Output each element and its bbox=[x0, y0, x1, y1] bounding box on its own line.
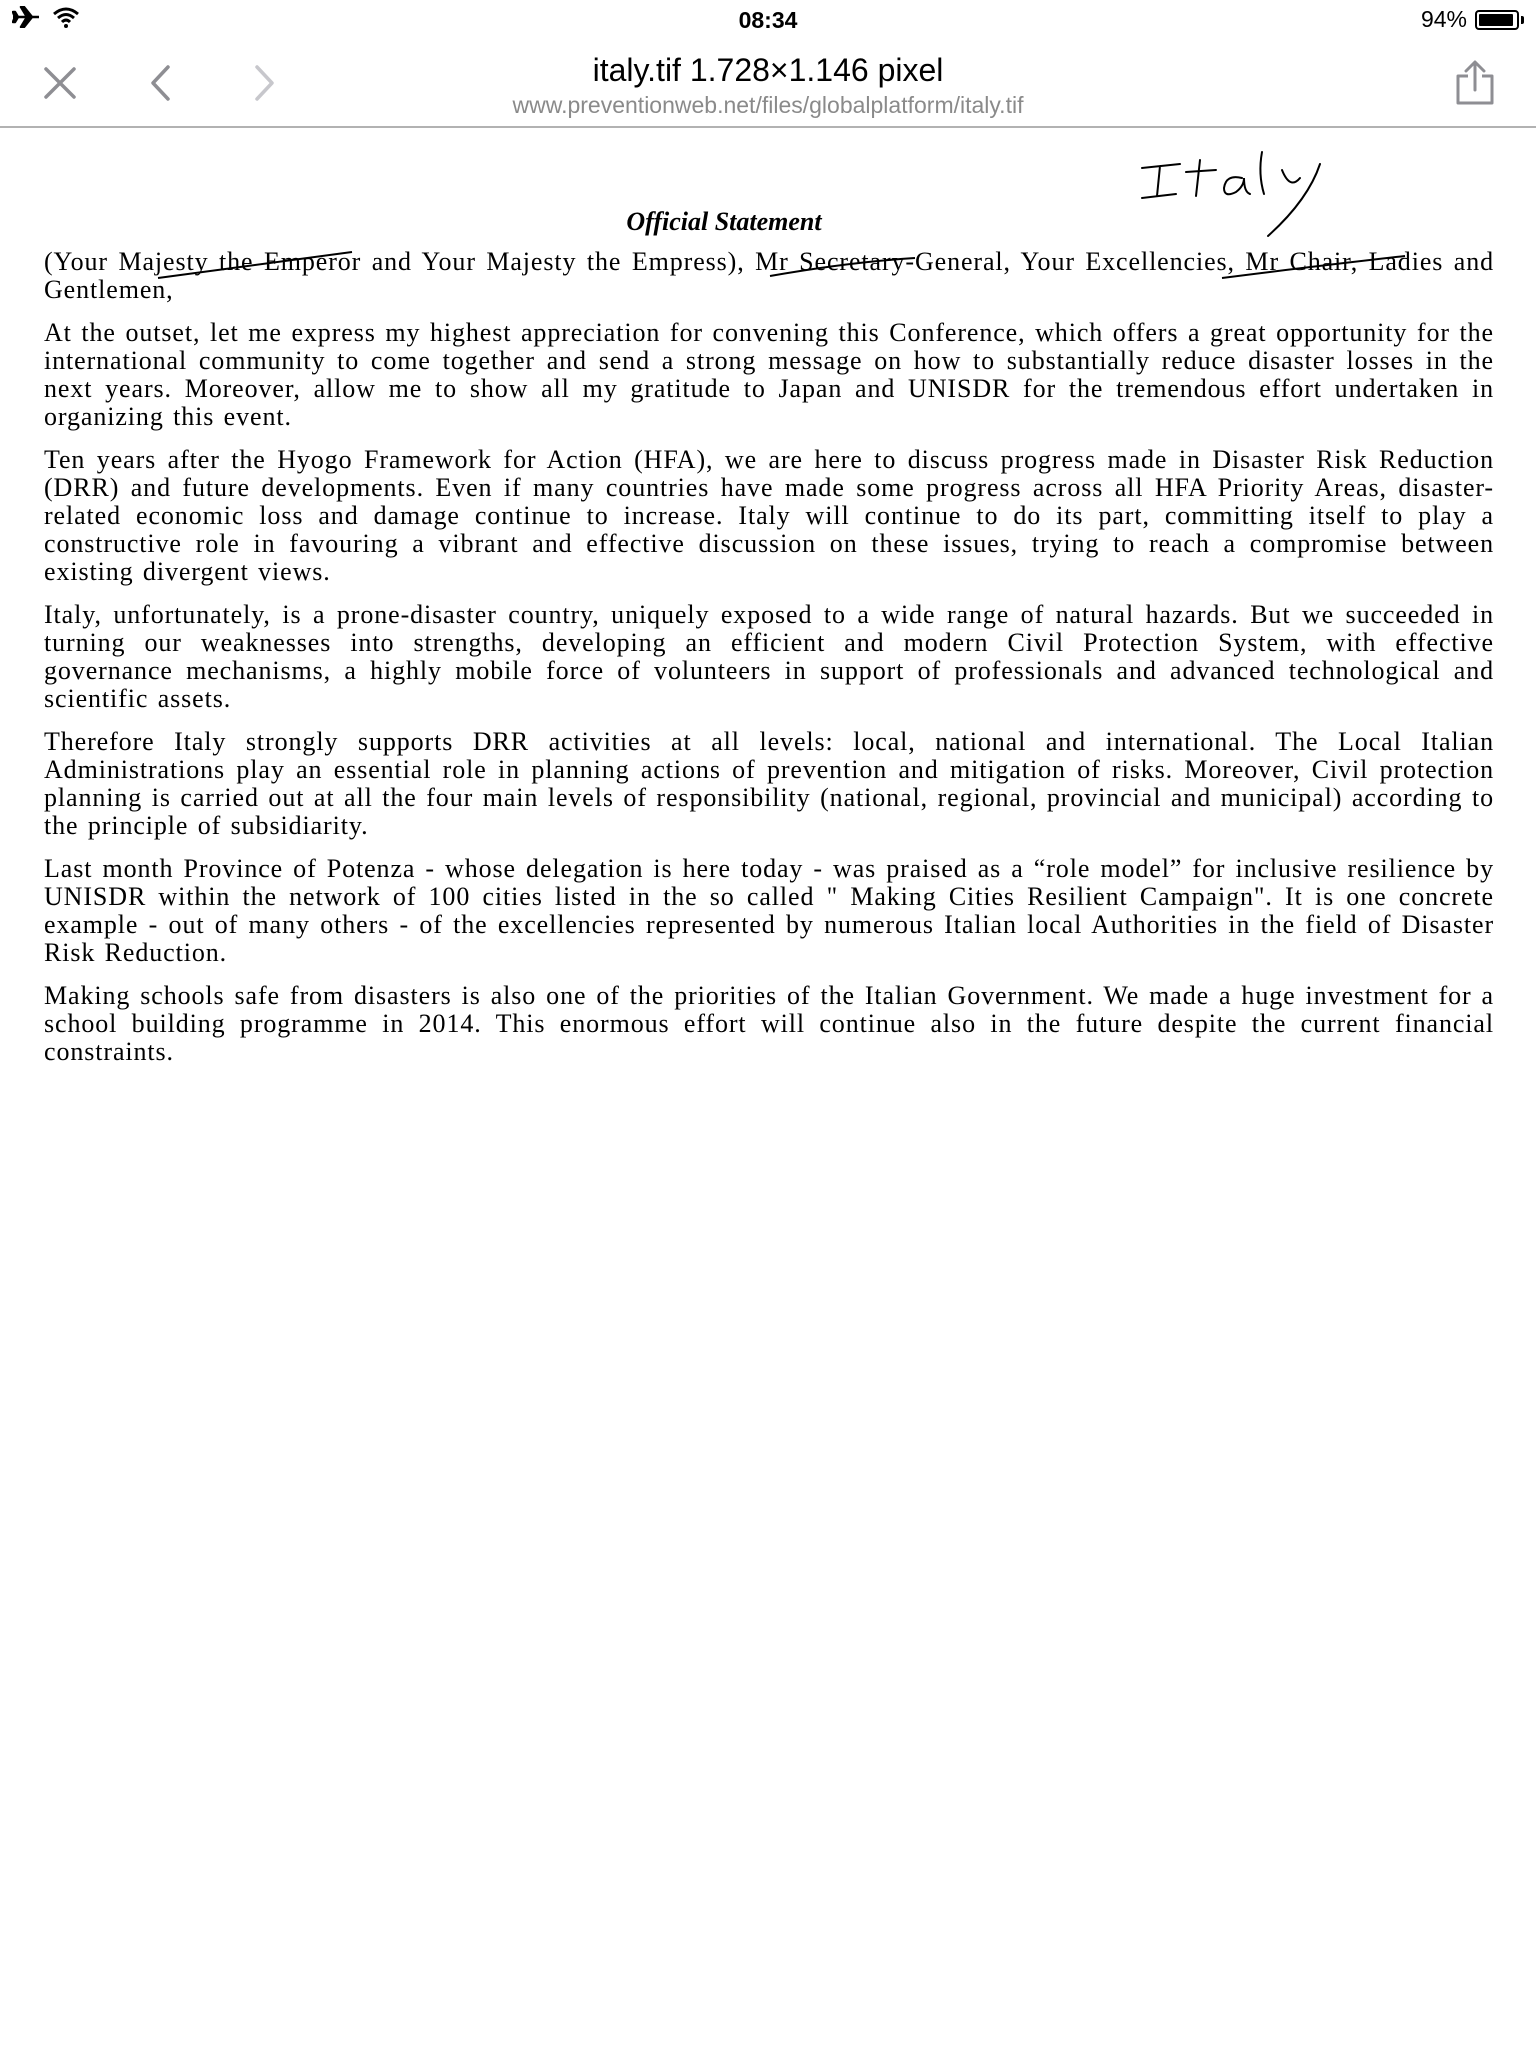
paragraph-drr-levels: Therefore Italy strongly supports DRR activities at all levels: local, national and international. The Local Italian Administrations play an essential role in planning actions of prevention and mitigation of risks. Moreover, Civil protection planning is carried out at all the four main levels of responsibility (national, regional, provincial and municipal) according to the principle of subsidiarity. bbox=[44, 727, 1494, 840]
paragraph-hyogo-framework: Ten years after the Hyogo Framework for Action (HFA), we are here to discuss progress made in Disaster Risk Reduction (DRR) and future developments. Even if many countries have made some progress across all HFA Priority Areas, disaster-related economic loss and damage continue to increase. Italy will continue to do its part, committing itself to play a constructive role in favouring a vibrant and effective discussion on these issues, trying to reach a compromise between existing divergent views. bbox=[44, 445, 1494, 586]
battery-percent: 94% bbox=[1420, 6, 1467, 32]
paragraph-appreciation: At the outset, let me express my highest appreciation for convening this Conference, which offers a great opportunity for the international community to come together and send a strong message on how to substantially reduce disaster losses in the next years. Moreover, allow me to show all my gratitude to Japan and UNISDR for the tremendous effort undertaken in organizing this event. bbox=[44, 318, 1494, 431]
viewer-nav-bar bbox=[0, 40, 1536, 128]
paragraph-salutation: (Your Majesty the Emperor and Your Majesty the Empress), Mr Secretary-General, Your Excellencies, Mr Chair, Ladies and Gentlemen, bbox=[44, 247, 1494, 304]
file-url[interactable]: www.preventionweb.net/files/globalplatform/italy.tif bbox=[512, 92, 1024, 118]
battery-fill bbox=[1479, 14, 1513, 26]
close-button[interactable] bbox=[35, 58, 85, 108]
document-page bbox=[44, 130, 1494, 1081]
status-time: 08:34 bbox=[738, 7, 798, 33]
document-title: Official Statement bbox=[626, 207, 822, 236]
file-title: italy.tif 1.728×1.146 pixel bbox=[592, 52, 944, 88]
close-icon bbox=[43, 66, 77, 100]
forward-button[interactable] bbox=[240, 58, 290, 108]
paragraph-potenza: Last month Province of Potenza - whose delegation is here today - was praised as a “role model” for inclusive resilience by UNISDR within the network of 100 cities listed in the so called " Making Cities Resilient Campaign". It is one concrete example - out of many others - of the excellencies represented by numerous Italian local Authorities in the field of Disaster Risk Reduction. bbox=[44, 854, 1494, 967]
share-icon bbox=[1453, 60, 1497, 106]
status-right bbox=[1421, 6, 1524, 33]
battery-icon bbox=[1475, 10, 1519, 30]
battery-tip bbox=[1521, 16, 1524, 24]
status-bar bbox=[0, 0, 1536, 40]
share-button[interactable] bbox=[1450, 58, 1500, 108]
paragraph-civil-protection: Italy, unfortunately, is a prone-disaster country, uniquely exposed to a wide range of natural hazards. But we succeeded in turning our weaknesses into strengths, developing an efficient and modern Civil Protection System, with effective governance mechanisms, a highly mobile force of volunteers in support of professionals and advanced technological and scientific assets. bbox=[44, 600, 1494, 713]
back-icon bbox=[148, 64, 172, 102]
forward-icon bbox=[253, 64, 277, 102]
back-button[interactable] bbox=[135, 58, 185, 108]
paragraph-schools: Making schools safe from disasters is also one of the priorities of the Italian Government. We made a huge investment for a school building programme in 2014. This enormous effort will continue also in the future despite the current financial constraints. bbox=[44, 981, 1494, 1066]
